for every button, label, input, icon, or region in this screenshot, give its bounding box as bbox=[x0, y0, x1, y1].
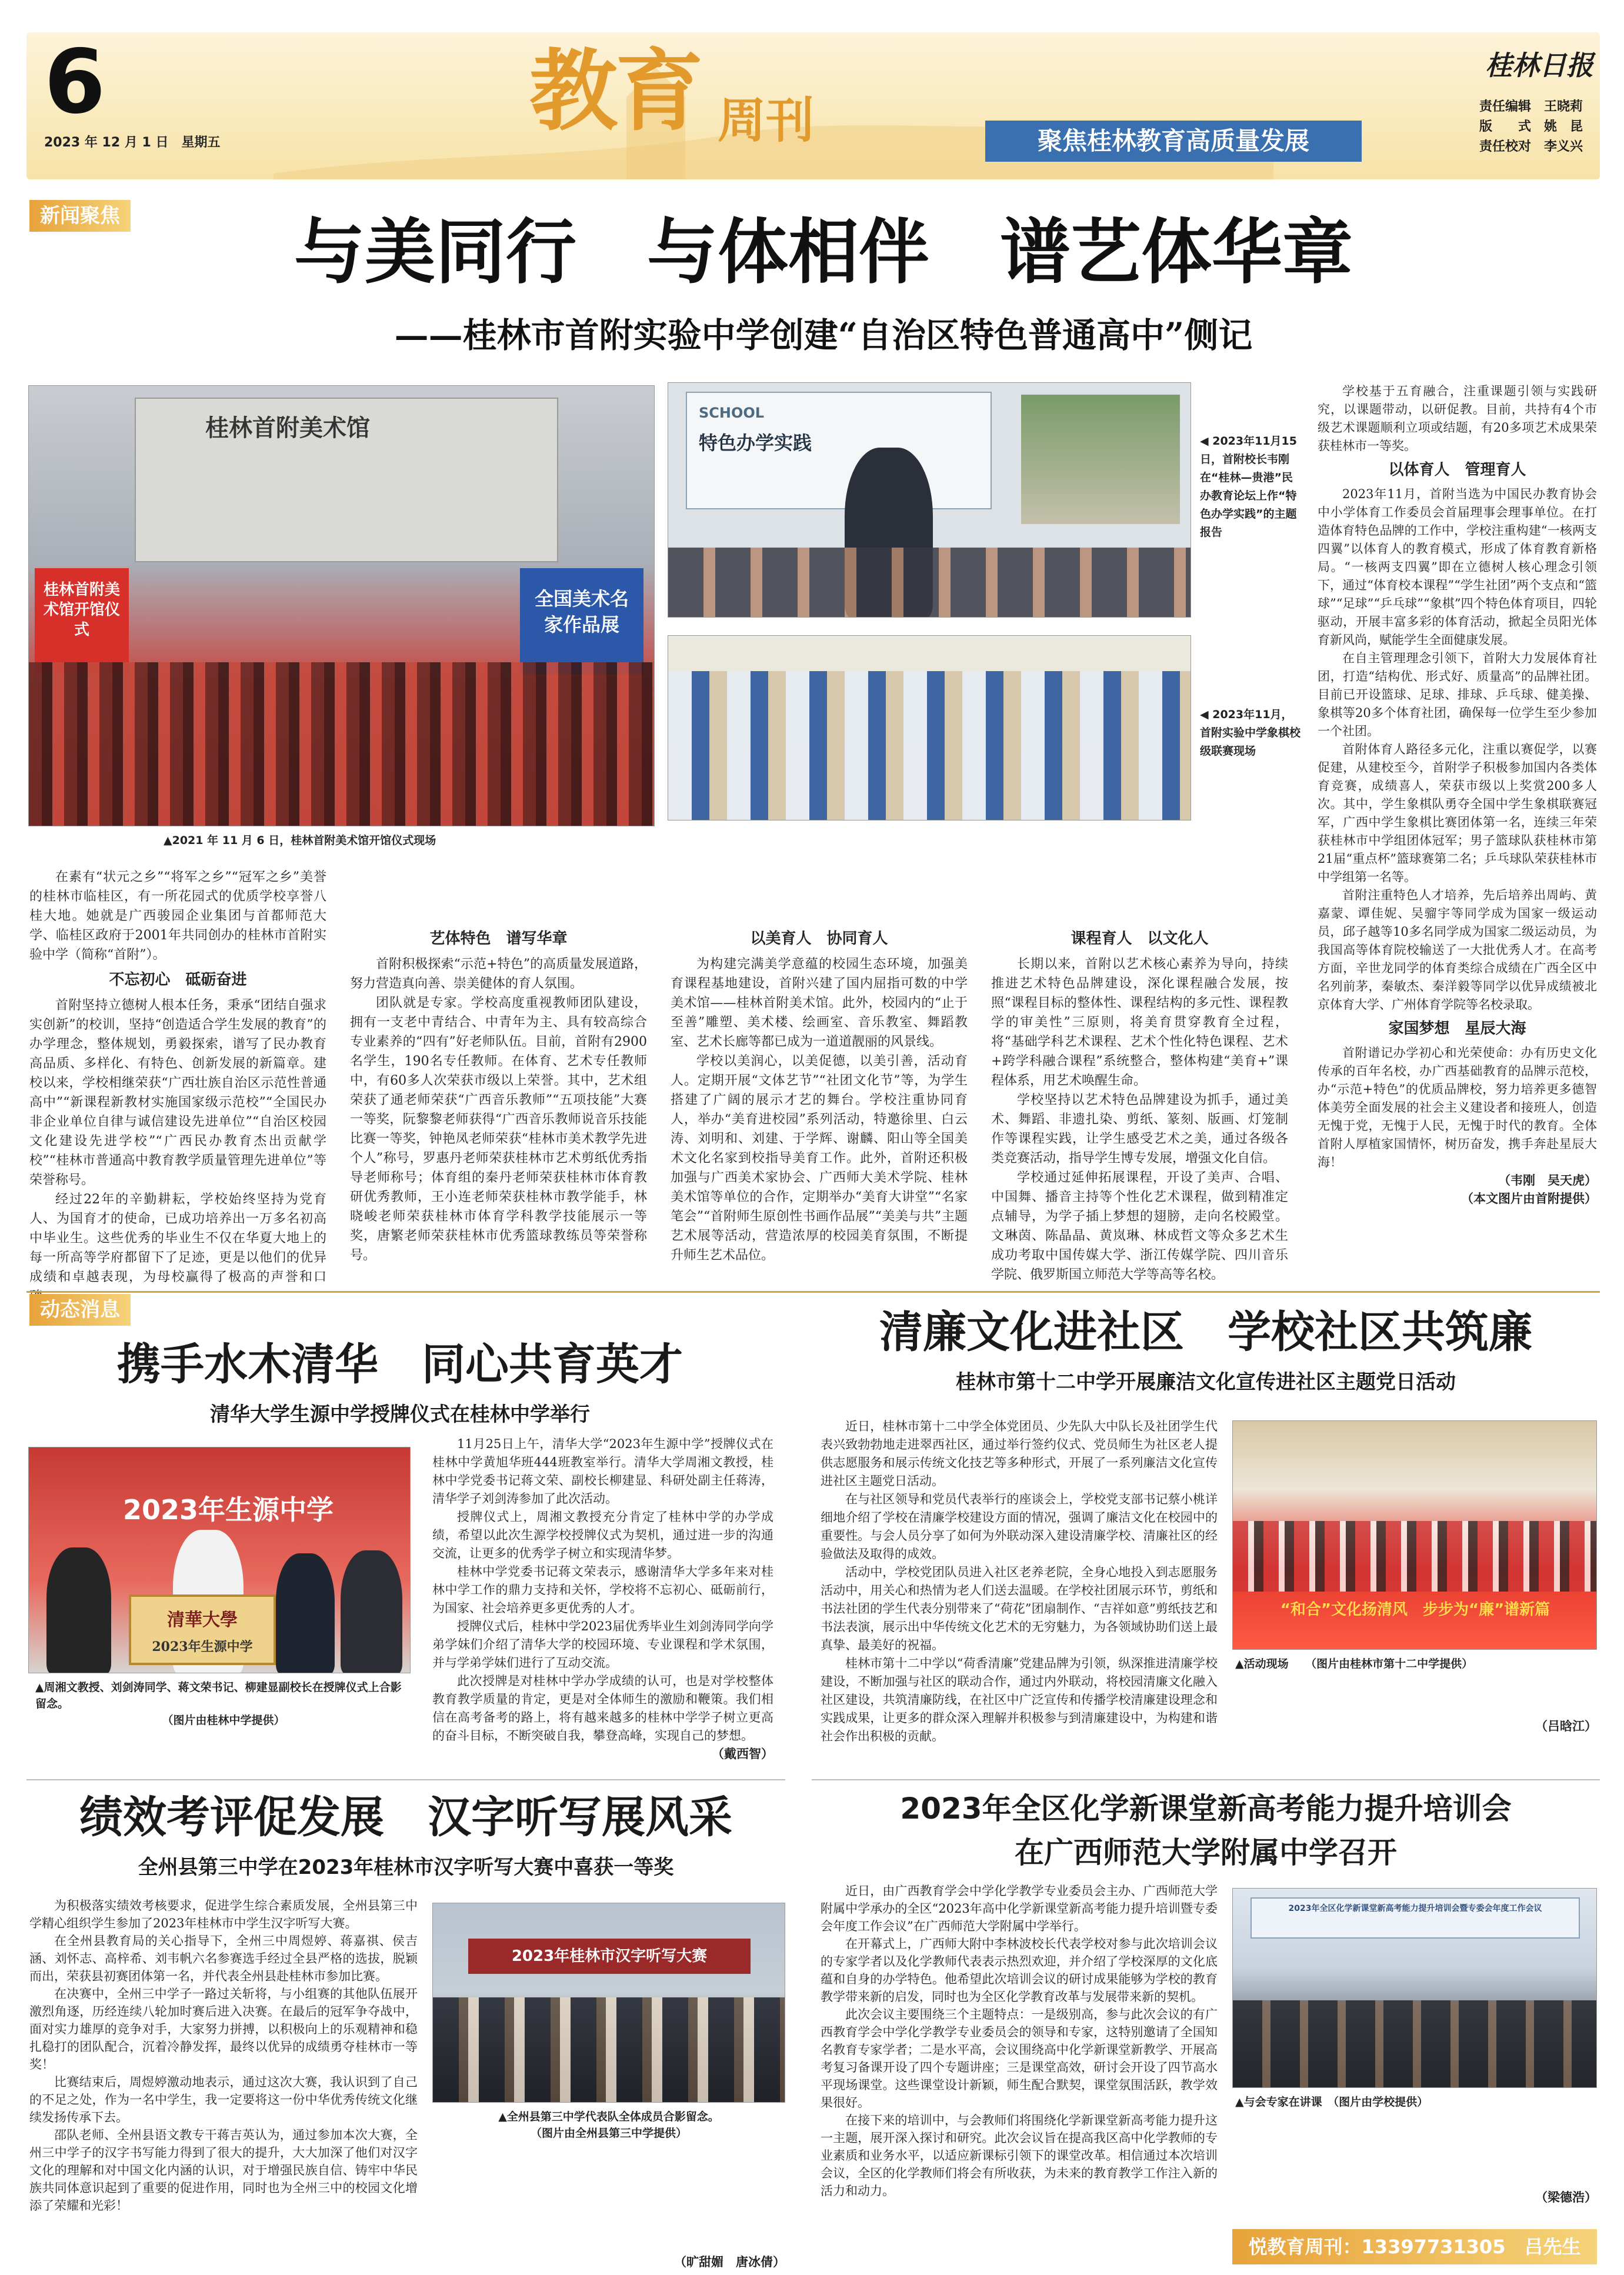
subheading: 不忘初心 砥砺奋进 bbox=[109, 971, 247, 989]
banner-right: 全国美术名家作品展 bbox=[520, 568, 643, 674]
lead-col3: 以美育人 协同育人 为构建完满美学意蕴的校园生态环境，加强美育课程基地建设，首附兴建了国内屈指可数的中学美术馆——桂林首附美术馆。此外，校园内的“止于至善”雕塑、美术楼、绘画室、音乐教室、舞蹈教室、艺术长廊等都已成为一道道靓丽的风景线。 学校以美润心，以美促德，以美引善，活动育人。定期开展“文体艺节”“社团文化节”等，为学生搭建了广阔的展示才艺的舞台。学校注重协同育人，举办“美育进校园”系列活动，特邀徐里、白云涛、刘明和、刘建、于学辉、谢麟、阳山等全国美术文化名家到校指导美育工作。此外，首附还积极加强与广西美术家协会、广西师大美术学院、桂林美术馆等单位的合作，定期举办“美育大讲堂”“名家笔会”“首附师生原创性书画作品展”“美美与共”主题艺术展等活动，营造浓厚的校园美育氛围，不断提升师生艺术品位。 bbox=[671, 930, 968, 1263]
staff-list bbox=[1479, 97, 1583, 157]
chess-photo-caption: ◀ 2023年11月，首附实验中学象棋校级联赛现场 bbox=[1200, 708, 1301, 758]
section-divider bbox=[26, 1291, 1600, 1293]
page-number: 6 bbox=[44, 31, 106, 134]
audience bbox=[668, 548, 1191, 618]
section-slogan: 聚焦桂林教育高质量发展 bbox=[985, 121, 1362, 162]
lead-col1: 在素有“状元之乡”“将军之乡”“冠军之乡”美誉的桂林市临桂区，有一所花园式的优质学校享誉八桂大地。她就是广西骏园企业集团与首都师范大学、临桂区政府于2001年共同创办的桂林市首附实验中学（简称“首附”）。 不忘初心 砥砺奋进 首附坚持立德树人根本任务，秉承“团结自强求实创新”的校训，坚持“创造适合学生发展的教育”的办学理念，整体规划，勇毅探索，谱写了民办教育高品质、多样化、有特色、创新发展的新篇章。建校以来，学校相继荣获“广西壮族自治区示范性普通高中”“新课程新教材实施国家级示范校”“全国民办非企业单位自律与诚信建设先进单位”“自治区校园文化建设先进学校”“广西民办教育杰出贡献学校”“桂林市普通高中教育教学质量管理先进单位”等荣誉称号。 经过22年的辛勤耕耘，学校始终坚持为党育人、为国育才的使命，已成功培养出一万多名初高中毕业生。这些优秀的毕业生不仅在华夏大地上的每一所高等学府都留下了足迹，更是以他们的优异成绩和卓越表现，为母校赢得了极高的声誉和口 bbox=[29, 870, 326, 1285]
article2-caption: ▲活动现场 （图片由桂林市第十二中学提供） bbox=[1235, 1657, 1473, 1670]
lecture-screen: 2023年全区化学新课堂新高考能力提升培训会暨专委会年度工作会议 bbox=[1250, 1897, 1580, 1939]
article2-headline: 清廉文化进社区 学校社区共筑廉 bbox=[879, 1307, 1532, 1357]
lead-headline: 与美同行 与体相伴 谱艺体华章 bbox=[294, 212, 1353, 293]
museum-photo-caption: ▲2021 年 11 月 6 日，桂林首附美术馆开馆仪式现场 bbox=[164, 834, 436, 847]
subheading: 家国梦想 星辰大海 bbox=[1388, 1020, 1526, 1038]
museum-opening-photo bbox=[28, 385, 655, 826]
lead-col4: 课程育人 以文化人 长期以来，首附以艺术核心素养为导向，持续推进艺术特色品牌建设，深化课程融合发展，按照“课程目标的整体性、课程结构的多元性、课程教学的审美性”三原则，将美育贯穿教育全过程，将“基础学科艺术课程、艺术个性化特色课程、艺术+跨学科融合课程”系统整合，整体构建“美育+”课程体系，用艺术唤醒生命。 学校坚持以艺术特色品牌建设为抓手，通过美术、舞蹈、非遗扎染、剪纸、篆刻、版画、灯笼制作等课程实践，让学生感受艺术之美，通过各级各类竞赛活动，指导学生博专发展，增强文化自信。 学校通过延伸拓展课程，开设了美声、合唱、中国舞、播音主持等个性化艺术课程，做到精准定点辅导，为学子插上梦想的翅膀，走向名校殿堂。文琳茵、陈晶晶、黄岚琳、林成哲文等众多艺术生成功考取中国传媒大学、浙江传媒学院、四川音乐学院、俄罗斯国立师范大学等高等名校。 bbox=[991, 930, 1288, 1282]
article1-headline: 携手水木清华 同心共育英才 bbox=[117, 1339, 683, 1390]
section-title-big: 教育 bbox=[529, 39, 702, 143]
crowd bbox=[29, 662, 655, 826]
lead-col5: 学校基于五育融合，注重课题引领与实践研究，以课题带动，以研促教。目前，共持有4个市级艺术课题顺利立项或结题，有20多项艺术成果荣获桂林市一等奖。 以体育人 管理育人 2023年11月，首附当选为中国民办教育协会中小学体育工作委员会首届理事会理事单位。在打造体育特色品牌的工作中，学校注重构建“一核两支四翼”以体育人的教育模式，形成了体育教育新格局。“一核两支四翼”即在立德树人核心理念引领下，通过“体育校本课程”“学生社团”两个支点和“篮球”“足球”“乒乓球”“象棋”四个特色体育项目，四轮驱动，开展丰富多彩的体育活动，掀起全员阳光体育新风尚，赋能学生全面健康发展。 在自主管理理念引领下，首附大力发展体育社团，打造“结构优、形式好、质量高”的品牌社团。目前已开设篮球、足球、排球、乒乓球、健美操、象棋等20多个体育社团，确保每一位学生至少参加一个社团。 首附体育人路径多元化，注重以赛促学，以赛促建，从建校至今，首附学子积极参加国内各类体育竞赛，成绩喜人，荣获市级以上奖赏200多人次。其中，学生象棋队勇夺全国中学生象棋联赛冠军，广西中学生象棋比赛团体第一名，连续三年荣获桂林市中学组团体冠军；男子篮球队获桂林市第21届“重点杯”篮球赛第二名；乒乓球队荣获桂林市中学组第一名等。 首附注重特色人才培养，先后培养出周屿、黄嘉蒙、谭佳妮、吴骝宇等同学成为国家一级运动员，邱子越等10多名同学成为国家二级运动员，为我国高等体育院校输送了一大批优秀人才。在高考方面，辛世龙同学的体育类综合成绩在广西全区中名列前茅，秦敏杰、秦洋毅等同学以优异成绩被北京体育大学、广州体育学院等名校录取。 家国梦想 星辰大海 首附谱记办学初心和光荣使命：办有历史文化传承的百年名校，办广西基础教育的品牌示范校，办“示范+特色”的优质品牌校，努力培养更多德智体美劳全面发展的社会主义建设者和接班人，创造无愧于党，无愧于人民，无愧于时代的教育。全体首附人厚植家国情怀，树历奋发，携手奔赴星辰大海！ （韦刚 吴天虎） （本文图片由首附提供） bbox=[1318, 382, 1597, 1208]
article4-body: 近日，由广西教育学会中学化学教学专业委员会主办、广西师范大学附属中学承办的全区“2023年高中化学新课堂新高考能力提升培训暨专委会年度工作会议”在广西师范大学附属中学举行。 在开幕式上，广西师大附中李林波校长代表学校对参与此次培训会议的专家学者以及化学教师代表表示热烈欢迎，并介绍了学校深厚的文化底蕴和自身的办学特色。他希望此次培训会议的研讨成果能够为学校的教育教学带来新的启发，同时也为全区化学教育改革与发展带来新的契机。 此次会议主要围绕三个主题特点：一是级别高，参与此次会议的有广西教育学会中学化学教学专业委员会的领导和专家，这特别邀请了全国知名教育专家学者；二是水平高，会议围绕高中化学新课堂新教学、开展高考复习备课开设了四个专题讲座；三是课堂高效，研讨会开设了四节高水平现场课堂。这些课堂设计新颖，师生配合默契，课堂氛围活跃，教学效果很好。 在接下来的培训中，与会教师们将围绕化学新课堂新高考能力提升这一主题，展开深入探讨和研究。此次会议旨在提高我区高中化学教师的专业素质和业务水平，以适应新课标引领下的课堂改革。相信通过本次培训会议，全区的化学教师们将会有所收获，为未来的教育教学工作注入新的活力和动力。 bbox=[821, 1884, 1218, 2198]
article1-body: 11月25日上午，清华大学“2023年生源中学”授牌仪式在桂林中学黄旭华班444班教室举行。清华大学周湘文教授，桂林中学党委书记蒋文荣、副校长柳建显、科研处副主任蒋涛，清华学子刘剑涛参加了此次活动。 授牌仪式上，周湘文教授充分肯定了桂林中学的办学成绩，希望以此次生源学校授牌仪式为契机，通过进一步的沟通交流，让更多的优秀学子树立和实现清华梦。 桂林中学党委书记蒋文荣表示，感谢清华大学多年来对桂林中学工作的鼎力支持和关怀，学校将不忘初心、砥砺前行，为国家、社会培养更多更优秀的人才。 授牌仪式后，桂林中学2023届优秀毕业生刘剑涛同学向学弟学妹们介绍了清华大学的校园环境、专业课程和学术氛围，并与学弟学妹们进行了互动交流。 此次授牌是对桂林中学办学成绩的认可，也是对学校整体教育教学质量的肯定，更是对全体师生的激励和鞭策。我们相信在高考备考的路上，将有越来越多的桂林中学学子树立更高的奋斗目标，不断突破自我，攀登高峰，实现自己的梦想。 （戴西智） bbox=[432, 1435, 773, 1763]
article1-byline: （戴西智） bbox=[712, 1747, 773, 1761]
subheading: 课程育人 以文化人 bbox=[1071, 930, 1209, 948]
masthead bbox=[26, 32, 1600, 179]
lead-col2: 艺体特色 谱写华章 首附积极探索“示范+特色”的高质量发展道路，努力营造真向善、崇美健体的育人氛围。 团队就是专家。学校高度重视教师团队建设，拥有一支老中青结合、中青年为主、具有较高综合专业素养的“四有”好老师队伍。目前，首附有2900名学生，190名专任教师。在体育、艺术专任教师中，有60多人次荣获市级以上荣誉。其中，艺术组荣获了通老师荣获“广西音乐教师”“五项技能”大赛一等奖，阮黎黎老师获得“广西音乐教师说音乐技能比赛一等奖，钟艳凤老师荣获“桂林市美术教学先进个人”称号，罗惠丹老师荣获桂林市艺术剪纸优秀指导老师称号；体育组的秦丹老师荣获桂林市体育教研优秀教师，王小连老师荣获桂林市教学能手，林晓峻老师荣获桂林市体育学科教学技能展示一等奖，唐繁老师荣获桂林市优秀篮球教练员等荣誉称号。 bbox=[350, 930, 647, 1263]
chemistry-lecture-photo bbox=[1232, 1888, 1597, 2088]
article2-byline: （吕晗江） bbox=[1535, 1719, 1597, 1733]
banner-left: 桂林首附美术馆开馆仪式 bbox=[35, 568, 129, 674]
principal-report-photo bbox=[668, 382, 1191, 618]
photo-inset-rows bbox=[1021, 395, 1180, 524]
team-members bbox=[433, 1997, 785, 2103]
museum-sign: 桂林首附美术馆 bbox=[205, 414, 370, 442]
report-photo-caption: ◀ 2023年11月15日，首附校长韦刚在“桂林—贵港”民办教育论坛上作“特色办学实践”的主题报告 bbox=[1200, 435, 1297, 539]
subheading: 艺体特色 谱写华章 bbox=[429, 930, 568, 948]
article3-subhead: 全州县第三中学在2023年桂林市汉字听写大赛中喜获一等奖 bbox=[138, 1856, 674, 1879]
lead-subhead: ——桂林市首附实验中学创建“自治区特色普通高中”侧记 bbox=[394, 315, 1253, 355]
contact-footer: 悦教育周刊：13397731305 吕先生 bbox=[1232, 2229, 1597, 2264]
staff-row: 责任校对 李义兴 bbox=[1479, 139, 1583, 154]
article4-byline: （梁德浩） bbox=[1535, 2190, 1597, 2204]
article3-caption: ▲全州县第三中学代表队全体成员合影留念。 （图片由全州县第三中学提供） bbox=[498, 2110, 719, 2140]
students-chess bbox=[668, 671, 1191, 820]
staff-row: 版 式 姚 昆 bbox=[1479, 119, 1583, 134]
section-tag-dynamic: 动态消息 bbox=[29, 1294, 131, 1326]
event-banner: “和合”文化扬清风 步步为“廉”谱新篇 bbox=[1280, 1601, 1550, 1619]
issue-date: 2023 年 12 月 1 日 星期五 bbox=[44, 135, 221, 150]
article1-subhead: 清华大学生源中学授牌仪式在桂林中学举行 bbox=[210, 1403, 590, 1426]
person-1 bbox=[46, 1547, 111, 1673]
article4-headline-line2: 在广西师范大学附属中学召开 bbox=[1015, 1836, 1397, 1870]
article2-body: 近日，桂林市第十二中学全体党团员、少先队大中队长及社团学生代表兴致勃勃地走进翠西社区，通过举行签约仪式、党员师生为社区老人提供志愿服务和展示传统文化技艺等多种形式，开展了一系列廉洁文化宣传进社区主题党日活动。 在与社区领导和党员代表举行的座谈会上，学校党支部书记蔡小桃详细地介绍了学校在清廉学校建设方面的情况，强调了廉洁文化在校园中的重要性。与会人员分享了如何为外联动深入建设清廉学校、清廉社区的经验做法及取得的成效。 活动中，学校党团队员进入社区老养老院，全身心地投入到志愿服务活动中，用关心和热情为老人们送去温暖。在学校社团展示环节，剪纸和书法社团的学生代表分别带来了“荷花”团扇制作、“吉祥如意”剪纸技艺和书法表演，展示出中华传统文化艺术的无穷魅力，为各领域协助们送上最真挚、最美好的祝福。 桂林市第十二中学以“荷香清廉”党建品牌为引领，纵深推进清廉学校建设，不断加强与社区的联动合作，通过内外联动，将校园清廉文化融入社区建设，共筑清廉防线，在社区中广泛宣传和传播学校清廉建设理念和实践成果，让更多的群众深入理解并积极参与到清廉建设中，为构建和谐社会作出积极的贡献。 bbox=[821, 1419, 1218, 1743]
article1-caption: ▲周湘文教授、刘剑涛同学、蒋文荣书记、柳建显副校长在授牌仪式上合影留念。 （图片由桂林中学提供） bbox=[35, 1681, 402, 1727]
subheading: 以体育人 管理育人 bbox=[1388, 461, 1526, 479]
person-3 bbox=[276, 1553, 335, 1673]
plaque: 清華大學 2023年生源中学 bbox=[129, 1594, 276, 1665]
section-title-small: 周刊 bbox=[718, 92, 815, 149]
article-divider bbox=[812, 1779, 1600, 1780]
participants bbox=[1233, 1521, 1597, 1592]
dictation-team-photo: 2023年桂林市汉字听写大赛 bbox=[432, 1903, 785, 2103]
article3-byline: （旷甜媚 唐冰倩） bbox=[674, 2255, 785, 2269]
community-event-photo bbox=[1232, 1420, 1597, 1650]
article-divider bbox=[26, 1779, 785, 1780]
projection-screen: SCHOOL 特色办学实践 bbox=[686, 392, 992, 509]
classroom-wall bbox=[668, 636, 1191, 671]
tsinghua-photo: 2023年生源中学 清華大學 2023年生源中学 bbox=[28, 1447, 411, 1673]
staff-row: 责任编辑 王晓莉 bbox=[1479, 99, 1583, 114]
chess-competition-photo bbox=[668, 635, 1191, 820]
lead-byline: （韦刚 吴天虎） bbox=[1498, 1173, 1597, 1187]
article3-body: 为积极落实绩效考核要求，促进学生综合素质发展，全州县第三中学精心组织学生参加了2023年桂林市中学生汉字听写大赛。 在全州县教育局的关心指导下，全州三中周煜婷、蒋嘉祺、侯吉涵、刘怀志、高梓希、刘韦帆六名参赛选手经过全县严格的选拔，脱颖而出，荣获县初赛团体第一名，并代表全州县赴桂林市参加比赛。 在决赛中，全州三中学子一路过关斩将，与小组赛的其他队伍展开激烈角逐，历经连续八轮加时赛后进入决赛。在最后的冠军争夺战中，面对实力雄厚的竞争对手，大家努力拼搏，以积极向上的乐观精神和稳扎稳打的团队配合，沉着冷静发挥，最终以优异的成绩勇夺桂林市一等奖！ 比赛结束后，周煜婷激动地表示，通过这次大赛，我认识到了自己的不足之处，作为一名中学生，我一定要将这一份中华优秀传统文化继续发扬传承下去。 邵队老师、全州县语文教专干蒋吉英认为，通过参加本次大赛，全州三中学子的汉字书写能力得到了很大的提升，大大加深了他们对汉字文化的理解和对中国文化内涵的认识，对于增强民族自信、铸牢中华民族共同体意识起到了重要的促进作用，同时也为全州三中的校园文化增添了荣耀和光彩！ bbox=[29, 1899, 418, 2213]
article2-subhead: 桂林市第十二中学开展廉洁文化宣传进社区主题党日活动 bbox=[956, 1370, 1456, 1394]
lecture-audience bbox=[1233, 2000, 1597, 2088]
article4-headline-line1: 2023年全区化学新课堂新高考能力提升培训会 bbox=[900, 1792, 1512, 1826]
person-4 bbox=[341, 1550, 402, 1673]
article2-tail bbox=[1232, 1682, 1597, 1736]
lead-photo-credit: （本文图片由首附提供） bbox=[1461, 1192, 1597, 1206]
article3-headline: 绩效考评促发展 汉字听写展风采 bbox=[79, 1792, 732, 1843]
article4-caption: ▲与会专家在讲课 （图片由学校提供） bbox=[1235, 2096, 1429, 2109]
section-tag-news: 新闻聚焦 bbox=[29, 200, 131, 232]
paper-logo: 桂林日报 bbox=[1485, 49, 1593, 81]
subheading: 以美育人 协同育人 bbox=[750, 930, 888, 948]
